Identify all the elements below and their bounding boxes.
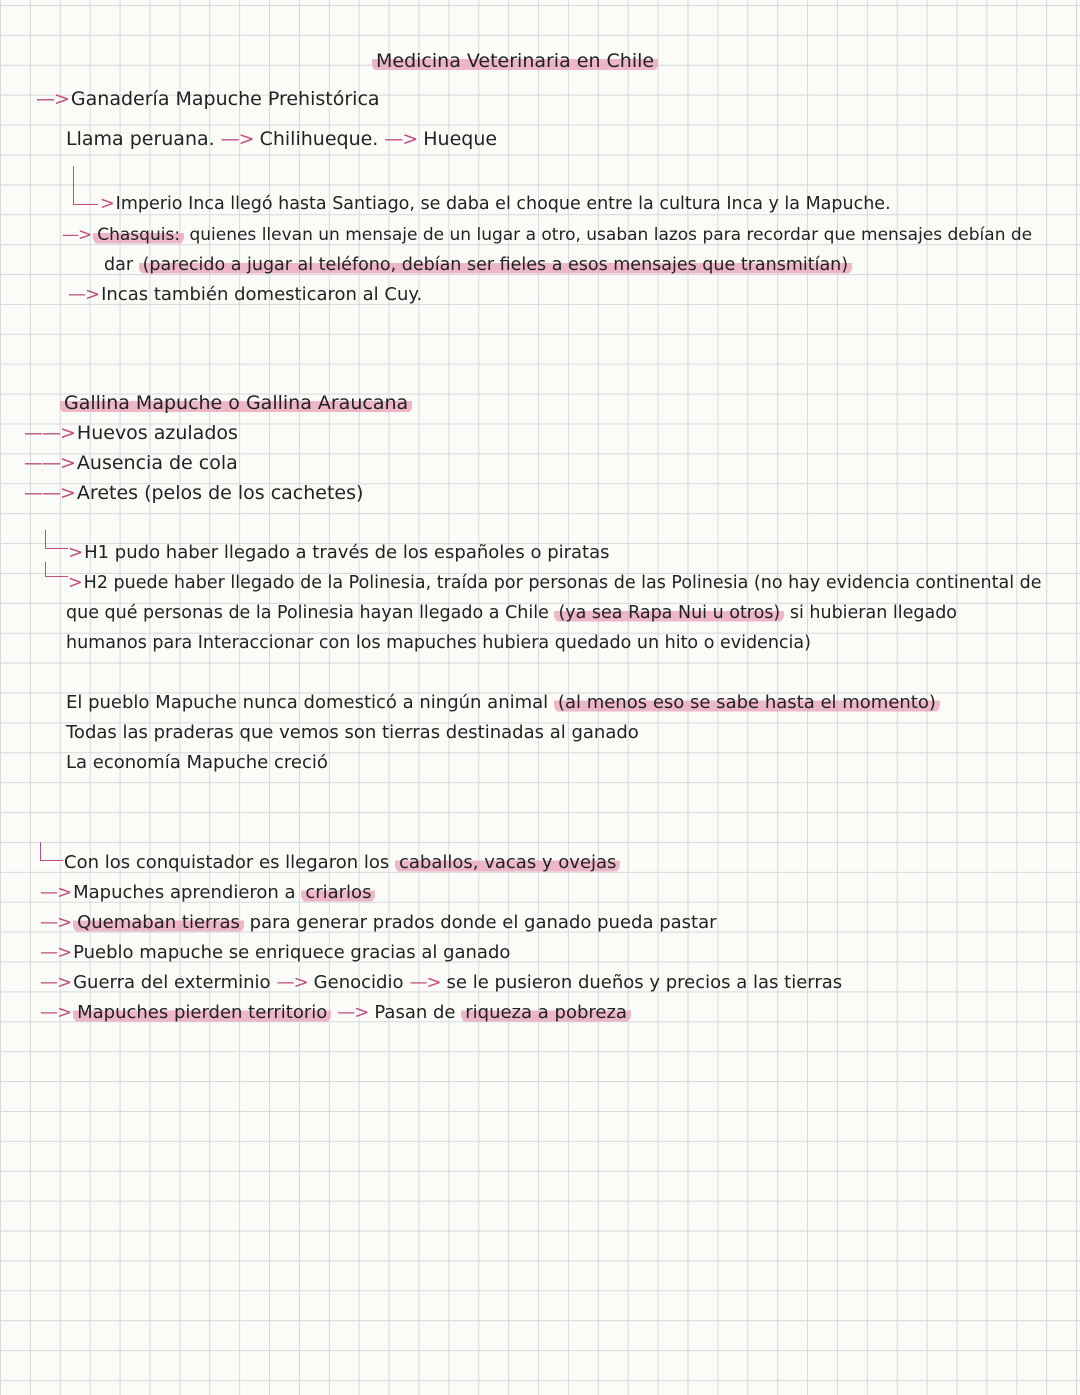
cuy-text: Incas también domesticaron al Cuy.	[101, 284, 423, 305]
feature-text: Aretes (pelos de los cachetes)	[76, 482, 364, 504]
feature-text: Ausencia de cola	[76, 452, 238, 474]
hypothesis-2-line-2	[66, 600, 957, 626]
arrow-icon: —>	[36, 88, 69, 110]
arrow-icon: ——>	[24, 422, 75, 444]
h2-text-c: humanos para Interaccionar con los mapuches hubiera quedado un hito o evidencia)	[66, 633, 811, 653]
branch-connector	[40, 842, 63, 861]
feature-text: Huevos azulados	[76, 422, 238, 444]
page-title	[372, 48, 658, 74]
l5-text-c: se le pusieron dueños y precios a las tierras	[446, 972, 843, 993]
feature-item	[24, 420, 238, 446]
arrow-icon: —>	[337, 1002, 369, 1023]
arrow-icon: >	[68, 573, 82, 593]
arrow-icon: —>	[40, 1002, 72, 1023]
arrow-icon: —>	[220, 128, 254, 150]
conquest-line	[40, 910, 717, 936]
arrow-icon: —>	[40, 942, 72, 963]
conquest-line	[40, 940, 510, 966]
l6-highlight: Mapuches pierden territorio	[73, 1002, 331, 1023]
l1-highlight: caballos, vacas y ovejas	[395, 852, 620, 873]
conquest-line	[40, 1000, 631, 1026]
feature-item	[24, 480, 363, 506]
p1-text: El pueblo Mapuche nunca domesticó a ningún animal	[66, 692, 549, 713]
chain-item-2: Chilihueque.	[259, 128, 379, 150]
section1-heading: Ganadería Mapuche Prehistórica	[70, 88, 380, 110]
h2-text-b: si hubieran llegado	[789, 603, 958, 623]
l6-text: Pasan de	[374, 1002, 456, 1023]
arrow-icon: —>	[62, 225, 92, 245]
chasquis-text: quienes llevan un mensaje de un lugar a otro, usaban lazos para recordar que mensajes debían de	[189, 225, 1033, 245]
branch-connector	[45, 562, 68, 577]
h2-highlight: (ya sea Rapa Nui u otros)	[554, 603, 784, 623]
conquest-line	[40, 970, 842, 996]
arrow-icon: ——>	[24, 452, 75, 474]
l1-text: Con los conquistador es llegaron los	[64, 852, 390, 873]
conquest-line	[64, 850, 620, 876]
arrow-icon: >	[100, 194, 114, 214]
hypothesis-1-text: H1 pudo haber llegado a través de los españoles o piratas	[84, 542, 610, 563]
l2-highlight: criarlos	[301, 882, 375, 903]
chasquis-line	[62, 222, 1032, 248]
p1-highlight: (al menos eso se sabe hasta el momento)	[554, 692, 940, 713]
l3-highlight: Quemaban tierras	[73, 912, 244, 933]
chain-item-3: Hueque	[423, 128, 498, 150]
hypothesis-2-line-3	[66, 630, 811, 656]
arrow-icon: —>	[409, 972, 441, 993]
branch-connector	[73, 166, 98, 205]
chasquis-line-2	[104, 252, 852, 278]
arrow-icon: —>	[40, 912, 72, 933]
p3-text: La economía Mapuche creció	[66, 752, 328, 773]
title-text: Medicina Veterinaria en Chile	[372, 50, 658, 72]
chasquis-note: (parecido a jugar al teléfono, debían ser fieles a esos mensajes que transmitían)	[139, 255, 853, 275]
chain-line	[66, 126, 497, 152]
l2-text: Mapuches aprendieron a	[73, 882, 296, 903]
arrow-icon: >	[68, 542, 83, 563]
arrow-icon: ——>	[24, 482, 75, 504]
l4-text: Pueblo mapuche se enriquece gracias al ganado	[73, 942, 511, 963]
section1-heading-line	[36, 86, 380, 112]
feature-item	[24, 450, 238, 476]
chasquis-term: Chasquis:	[93, 225, 184, 245]
paragraph-line	[66, 750, 328, 776]
p2-text: Todas las praderas que vemos son tierras destinadas al ganado	[66, 722, 639, 743]
arrow-icon: —>	[276, 972, 308, 993]
h2-text-a: que qué personas de la Polinesia hayan llegado a Chile	[66, 603, 549, 623]
hypothesis-2	[68, 570, 1042, 596]
inca-text: Imperio Inca llegó hasta Santiago, se daba el choque entre la cultura Inca y la Mapuche.	[115, 194, 891, 214]
arrow-icon: —>	[68, 284, 100, 305]
cuy-line	[68, 282, 422, 308]
section2-heading: Gallina Mapuche o Gallina Araucana	[60, 392, 412, 414]
chain-item-1: Llama peruana.	[66, 128, 215, 150]
arrow-icon: —>	[384, 128, 418, 150]
hypothesis-2-text: H2 puede haber llegado de la Polinesia, traída por personas de las Polinesia (no hay evidencia continental de	[83, 573, 1042, 593]
chasquis-dar: dar	[104, 255, 134, 275]
inca-line	[100, 191, 891, 217]
arrow-icon: —>	[40, 972, 72, 993]
conquest-line	[40, 880, 375, 906]
branch-connector	[45, 530, 68, 549]
hypothesis-1	[68, 540, 610, 566]
l6-highlight-2: riqueza a pobreza	[461, 1002, 631, 1023]
l5-text-a: Guerra del exterminio	[73, 972, 271, 993]
arrow-icon: —>	[40, 882, 72, 903]
paragraph-line	[66, 720, 639, 746]
paragraph-line	[66, 690, 940, 716]
l3-text: para generar prados donde el ganado pueda pastar	[249, 912, 717, 933]
section2-heading-line	[60, 390, 412, 416]
l5-text-b: Genocidio	[313, 972, 404, 993]
